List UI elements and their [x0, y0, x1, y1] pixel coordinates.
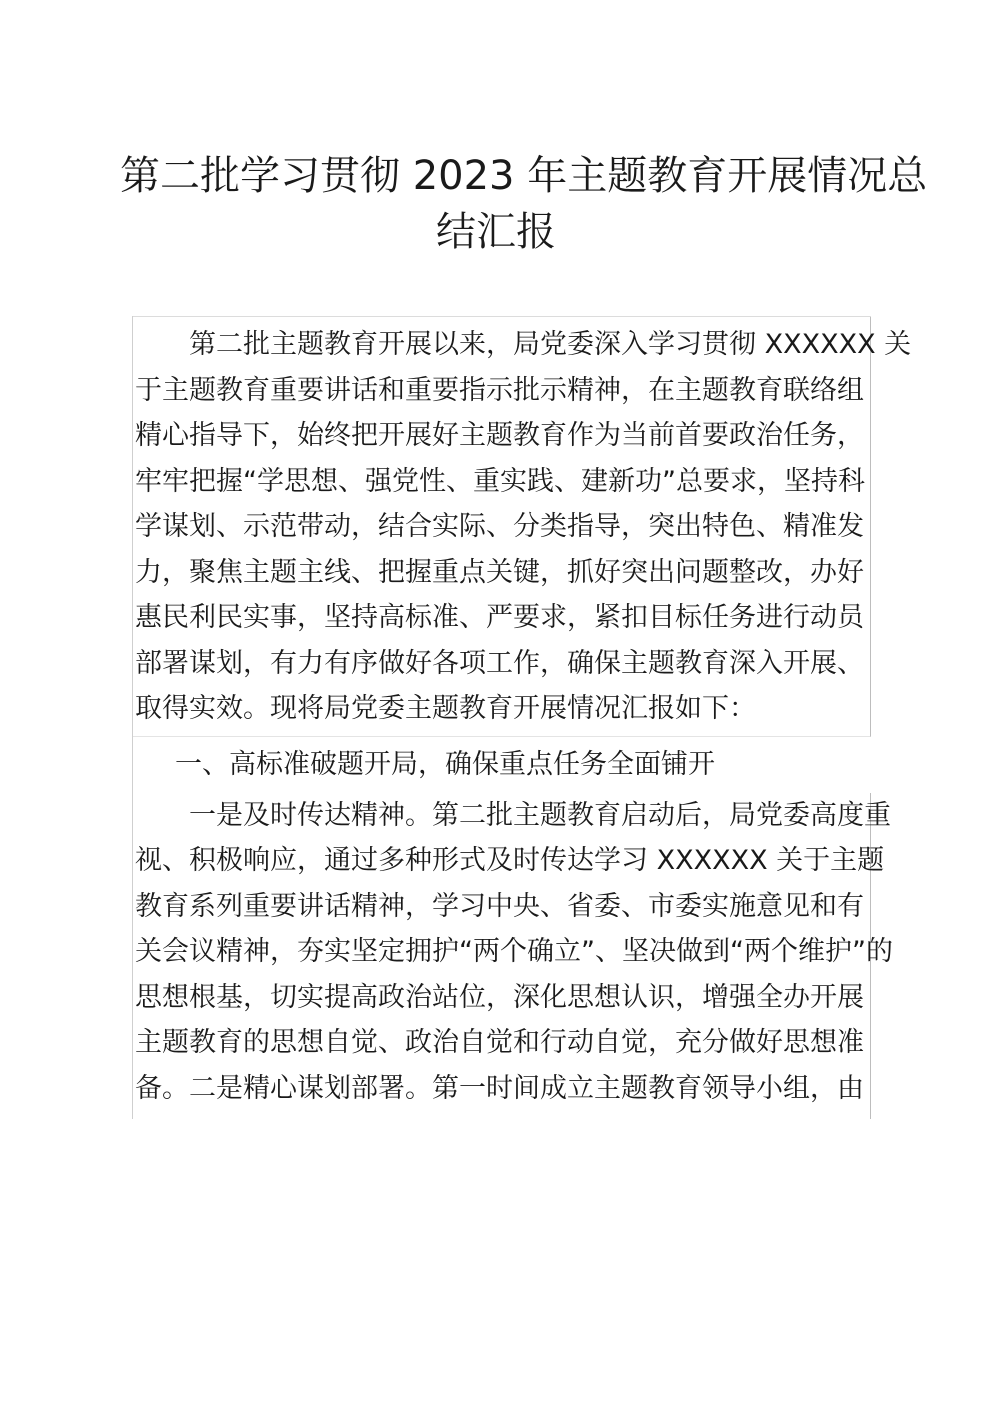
body-line: 主题教育的思想自觉、政治自觉和行动自觉，充分做好思想准 — [135, 1027, 864, 1058]
intro-line: 第二批主题教育开展以来，局党委深入学习贯彻 XXXXXX 关 — [135, 329, 912, 360]
section-heading: 一、高标准破题开局，确保重点任务全面铺开 — [175, 748, 715, 780]
body-paragraph-block — [133, 793, 893, 1120]
intro-line: 部署谋划，有力有序做好各项工作，确保主题教育深入开展、 — [135, 647, 864, 679]
body-line: 一是及时传达精神。第二批主题教育启动后，局党委高度重 — [135, 799, 891, 831]
body-line: 关会议精神，夯实坚定拥护“两个确立”、坚决做到“两个维护”的 — [135, 936, 893, 967]
document-body — [132, 316, 912, 1119]
intro-line: 于主题教育重要讲话和重要指示批示精神，在主题教育联络组 — [135, 374, 864, 406]
body-line: 教育系列重要讲话精神，学习中央、省委、市委实施意见和有 — [135, 890, 864, 922]
intro-line: 牢牢把握“学思想、强党性、重实践、建新功”总要求，坚持科 — [135, 465, 865, 497]
intro-line: 学谋划、示范带动，结合实际、分类指导，突出特色、精准发 — [135, 511, 864, 542]
body-line: 备。二是精心谋划部署。第一时间成立主题教育领导小组，由 — [135, 1072, 864, 1104]
body-line: 视、积极响应，通过多种形式及时传达学习 XXXXXX 关于主题 — [135, 845, 885, 876]
intro-paragraph — [133, 322, 912, 732]
intro-line: 惠民利民实事，坚持高标准、严要求，紧扣目标任务进行动员 — [135, 602, 864, 633]
title-line-2: 结汇报 — [436, 209, 556, 255]
body-line: 思想根基，切实提高政治站位，深化思想认识，增强全办开展 — [135, 981, 864, 1013]
body-paragraph — [133, 793, 893, 1112]
document-title — [120, 148, 928, 260]
intro-line: 精心指导下，始终把开展好主题教育作为当前首要政治任务， — [135, 420, 864, 451]
intro-line: 力，聚焦主题主线、把握重点关键，抓好突出问题整改，办好 — [135, 556, 864, 588]
title-line-1: 第二批学习贯彻 2023 年主题教育开展情况总 — [120, 153, 928, 199]
intro-line: 取得实效。现将局党委主题教育开展情况汇报如下： — [135, 693, 756, 724]
intro-paragraph-block — [133, 316, 912, 737]
